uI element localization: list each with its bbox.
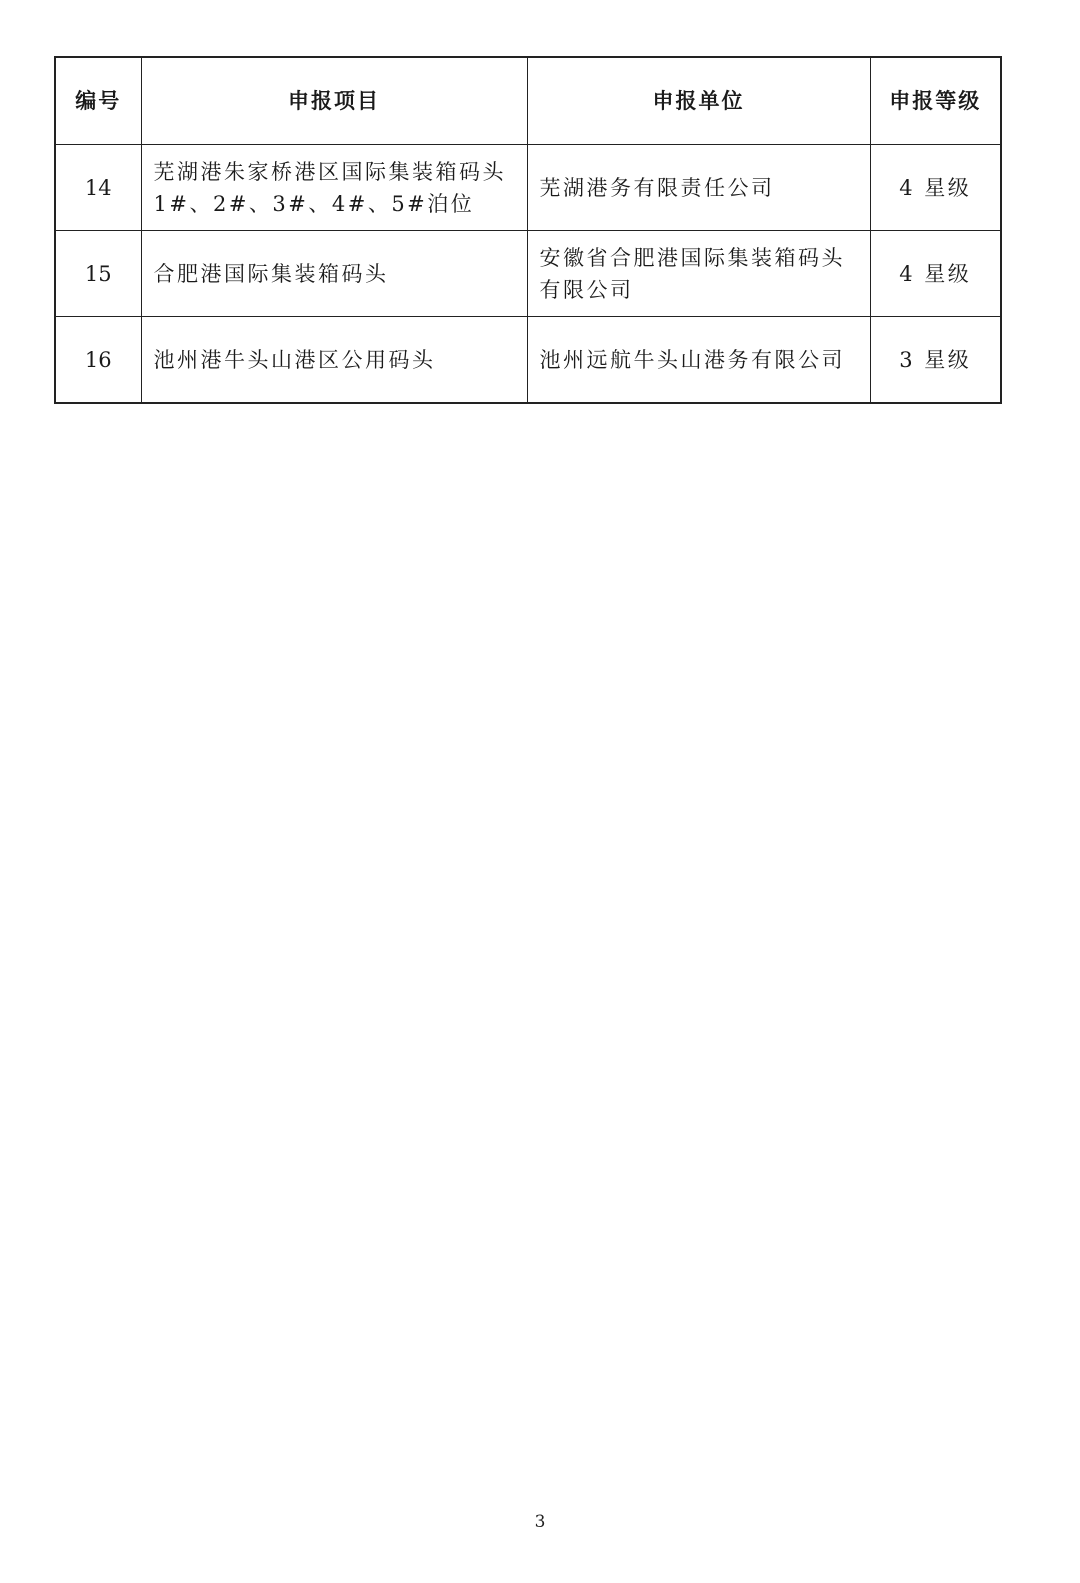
row-project: 池州港牛头山港区公用码头 xyxy=(141,317,527,404)
row-level: 4 星级 xyxy=(870,145,1001,231)
table-row xyxy=(55,231,1001,317)
row-level: 3 星级 xyxy=(870,317,1001,404)
page-number: 3 xyxy=(534,1512,546,1532)
row-level: 4 星级 xyxy=(870,231,1001,317)
header-project: 申报项目 xyxy=(141,57,527,145)
row-unit: 芜湖港务有限责任公司 xyxy=(527,145,870,231)
row-project: 合肥港国际集装箱码头 xyxy=(141,231,527,317)
row-no: 15 xyxy=(55,231,141,317)
header-unit: 申报单位 xyxy=(527,57,870,145)
declaration-table xyxy=(54,56,1002,404)
row-unit: 池州远航牛头山港务有限公司 xyxy=(527,317,870,404)
row-no: 14 xyxy=(55,145,141,231)
table-row xyxy=(55,145,1001,231)
row-project: 芜湖港朱家桥港区国际集装箱码头1#、2#、3#、4#、5#泊位 xyxy=(141,145,527,231)
table-header-row xyxy=(55,57,1001,145)
row-unit: 安徽省合肥港国际集装箱码头有限公司 xyxy=(527,231,870,317)
header-no: 编号 xyxy=(55,57,141,145)
table-row xyxy=(55,317,1001,404)
row-no: 16 xyxy=(55,317,141,404)
header-level: 申报等级 xyxy=(870,57,1001,145)
